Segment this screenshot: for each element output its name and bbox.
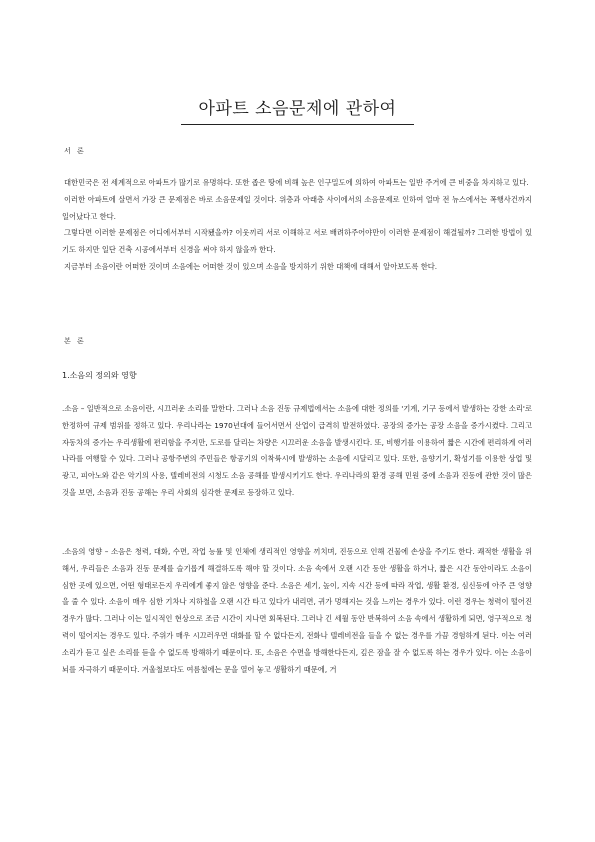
intro-paragraph: 대한민국은 전 세계적으로 아파트가 많기로 유명하다. 또한 좁은 땅에 비해 높은 인구밀도에 의하여 아파트는 일반 주거에 큰 비중을 차지하고 있다.: [64, 178, 529, 187]
intro-paragraph: 지금부터 소음이란 어떠한 것이며 소음에는 어떠한 것이 있으며 소음을 방지하기 위한 대책에 대해서 알아보도록 한다.: [64, 261, 438, 271]
effects-text: .소음의 영향 – 소음은 청력, 대화, 수면, 작업 능률 및 인체에 생리적인 영향을 끼치며, 진동으로 인해 건물에 손상을 주기도 한다. 쾌적한 생활을 위해서, 우리들은 소음과 진동 문제를 슬기롭게 해결하도록 해야 할 것이다. 소음 속에서 오랜 시간 동안 생활을 하거나, 짧은 시간 동안이라도 소음이 심한 곳에 있으면, 어떤 형태로든지 우리에게 좋지 않은 영향을 준다. 소음은 세기, 높이, 지속 시간 등에 따라 작업, 생활 환경, 심신등에 아주 큰 영향을 줄 수 있다. 소음이 매우 심한 기차나 지하철을 오랜 시간 타고 있다가 내리면, 귀가 멍해지는 것을 느끼는 경우가 있다. 이런 경우는 청력이 떨어진 경우가 많다. 그러나 이는 일시적인 현상으로 조금 시간이 지나면 회복된다. 그러나 긴 세월 동안 반복하여 소음 속에서 생활하게 되면, 영구적으로 청력이 떨어지는 경우도 있다. 주위가 매우 시끄러우면 대화를 할 수 없다든지, 전화나 텔레비전을 들을 수 없는 경우를 가끔 경험하게 된다. 이는 여러 소리가 듣고 싶은 소리를 듣을 수 없도록 방해하기 때문이다. 또, 소음은 수면을 방해한다든지, 깊은 잠을 잘 수 없도록 하는 경우가 있다. 이는 소음이 뇌를 자극하기 때문이다. 겨울철보다도 여름철에는 문을 열어 놓고 생활하기 때문에, 거: [62, 547, 532, 674]
definition-paragraph: [62, 401, 532, 502]
title-container: [0, 94, 595, 125]
body-heading: 본 론: [64, 337, 86, 345]
intro-section: [62, 175, 532, 276]
section-title: 1.소음의 정의와 영향: [62, 371, 137, 380]
definition-text: .소음 – 일반적으로 소음이란, 시끄러운 소리를 말한다. 그러나 소음 진동 규제법에서는 소음에 대한 정의를 '기계, 기구 등에서 발생하는 강한 소리'로 한정하여 규제 범위를 정하고 있다. 우리나라는 1970년대에 들어서면서 산업이 급격히 발전하였다. 공장의 증가는 공장 소음을 증가시켰다. 그리고 자동차의 증가는 우리생활에 편리함을 주지만, 도로를 달리는 차량은 시끄러운 소음을 발생시킨다. 또, 비행기를 이용하여 짧은 시간에 편리하게 여러 나라를 여행할 수 있다. 그러나 공항주변의 주민들은 항공기의 이착륙시에 발생하는 소음에 시달리고 있다. 또한, 음향기기, 확성기를 이용한 상업 및 광고, 피아노와 같은 악기의 사용, 텔레비전의 시청도 소음 공해를 발생시키기도 한다. 우리나라의 환경 공해 민원 중에 소음과 진동에 관한 것이 많은 것을 보면, 소음과 진동 공해는 우리 사회의 심각한 문제로 등장하고 있다.: [62, 404, 532, 497]
document-title: 아파트 소음문제에 관하여: [181, 94, 415, 125]
effects-paragraph: [62, 544, 532, 678]
intro-paragraph: 그렇다면 이러한 문제점은 어디에서부터 시작됐을까? 이웃끼리 서로 이해하고 서로 배려하주어야만이 이러한 문제점이 해결될까? 그러한 방법이 있기도 하지만 일단 건축 시공에서부터 신경을 써야 하지 않을까 한다.: [62, 228, 532, 255]
intro-paragraph: 이러한 아파트에 살면서 가장 큰 문제점은 바로 소음문제일 것이다. 위층과 아래층 사이에서의 소음문제로 인하여 얼마 전 뉴스에서는 폭행사건까지 일어났다고 한다.: [62, 194, 532, 221]
intro-heading: 서 론: [64, 147, 86, 155]
